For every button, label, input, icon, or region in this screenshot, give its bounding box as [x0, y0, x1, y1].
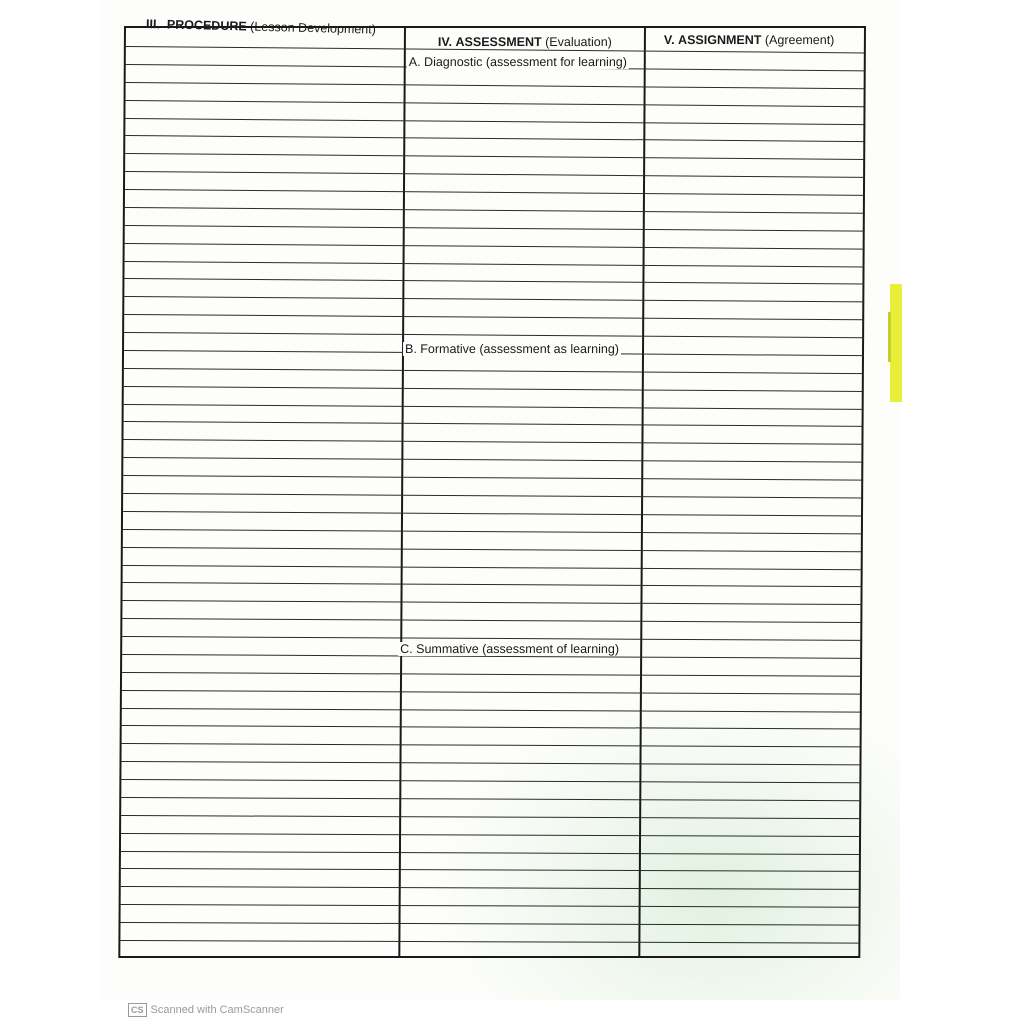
ruled-line: [125, 189, 865, 196]
ruled-line: [123, 457, 863, 463]
ruled-line: [125, 225, 865, 232]
ruled-line: [122, 672, 862, 677]
assessment-subtitle: (Evaluation): [545, 35, 612, 49]
ruled-line: [122, 708, 862, 713]
ruled-line: [123, 547, 863, 552]
procedure-number: III.: [145, 17, 161, 32]
ruled-line: [125, 135, 865, 142]
ruled-line: [123, 493, 863, 499]
assignment-subtitle: (Agreement): [764, 33, 835, 47]
ruled-line: [124, 278, 864, 284]
ruled-line: [125, 243, 865, 250]
sticky-tab-mark: [888, 312, 899, 362]
ruled-line: [122, 618, 862, 623]
procedure-subtitle: (Lesson Development): [249, 19, 377, 37]
summative-label: C. Summative (assessment of learning): [400, 642, 620, 656]
ruled-line: [122, 690, 862, 695]
ruled-line: [125, 171, 865, 178]
assignment-number: V.: [663, 33, 675, 47]
camscanner-logo: CS: [128, 1003, 147, 1017]
lesson-plan-table: [118, 17, 866, 958]
ruled-line: [120, 940, 860, 944]
assignment-title: ASSIGNMENT: [678, 33, 762, 47]
ruled-line: [124, 421, 864, 427]
ruled-line: [124, 386, 864, 392]
ruled-line: [125, 207, 865, 214]
ruled-line: [121, 886, 861, 890]
ruled-line: [126, 100, 866, 107]
ruled-line: [122, 725, 862, 730]
ruled-line: [125, 261, 865, 268]
ruled-line: [124, 296, 864, 302]
ruled-line: [121, 815, 861, 819]
ruled-line: [123, 582, 863, 587]
ruled-line: [124, 332, 864, 338]
ruled-line: [121, 868, 861, 872]
ruled-line: [122, 600, 862, 605]
ruled-line: [122, 743, 862, 747]
ruled-line: [121, 922, 861, 926]
ruled-line: [124, 404, 864, 410]
ruled-line: [122, 636, 862, 641]
assessment-number: IV.: [437, 35, 453, 49]
assessment-header: [438, 35, 612, 49]
ruled-line: [123, 439, 863, 445]
ruled-line: [123, 511, 863, 516]
formative-label: B. Formative (assessment as learning): [404, 342, 620, 356]
ruled-line: [121, 779, 861, 783]
ruled-line: [124, 368, 864, 374]
ruled-line: [121, 904, 861, 908]
ruled-line: [121, 797, 861, 801]
ruled-line: [124, 314, 864, 320]
ruled-line: [125, 118, 865, 125]
ruled-line: [126, 82, 866, 89]
assignment-header: [664, 33, 835, 47]
procedure-title: PROCEDURE: [166, 17, 247, 34]
ruled-line: [122, 761, 862, 765]
ruled-line: [123, 475, 863, 481]
ruled-line: [123, 529, 863, 534]
diagnostic-label: A. Diagnostic (assessment for learning): [408, 55, 627, 69]
ruled-line: [121, 833, 861, 837]
ruled-line: [123, 565, 863, 570]
assessment-title: ASSESSMENT: [455, 35, 542, 49]
ruled-line: [121, 851, 861, 855]
ruled-line: [125, 153, 865, 160]
watermark-text: Scanned with CamScanner: [150, 1004, 284, 1016]
scanner-watermark: [128, 1003, 284, 1017]
